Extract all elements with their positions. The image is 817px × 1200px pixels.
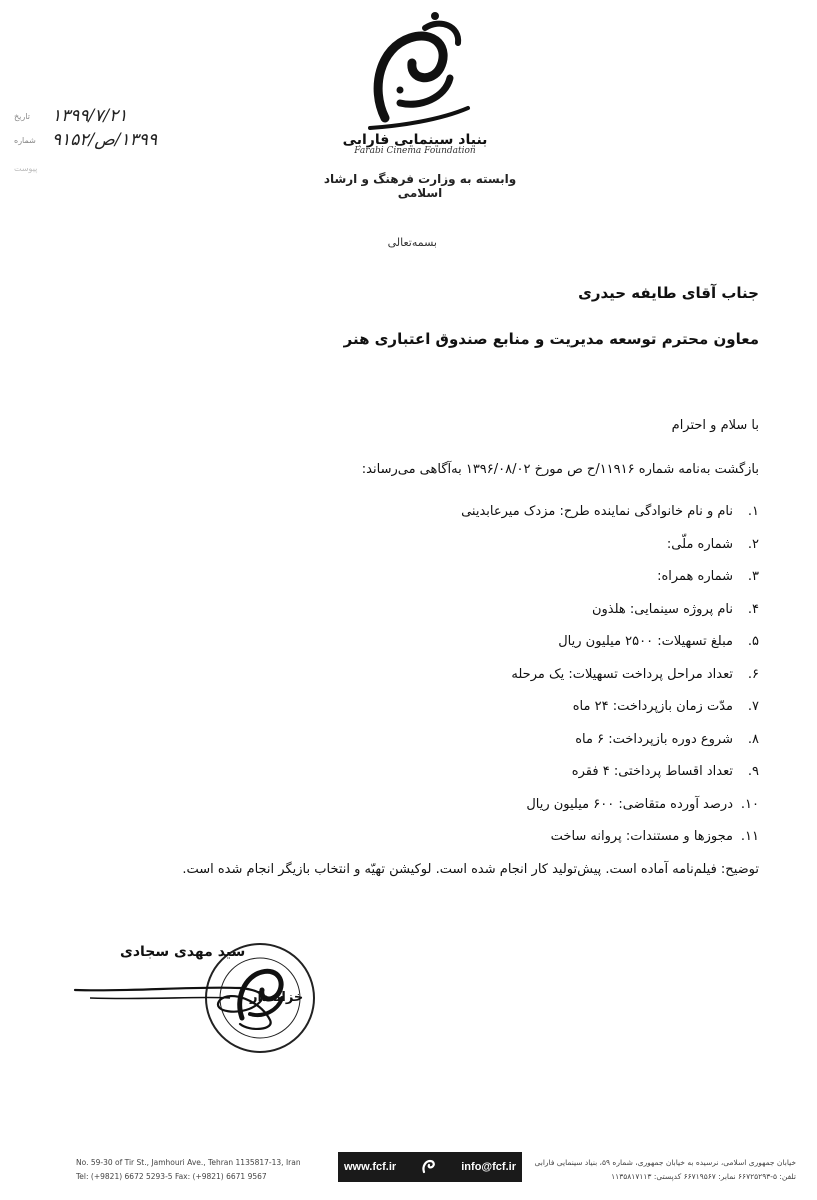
footer <box>0 1150 817 1190</box>
date-label: تاریخ <box>14 112 30 121</box>
attachment-row <box>14 160 174 180</box>
details-list <box>239 504 759 862</box>
list-item: ۱.نام و نام خانوادگی نماینده طرح: مزدک میرعابدینی <box>461 504 759 519</box>
attachment-label: پیوست <box>14 164 38 173</box>
list-item: ۲.شماره ملّی: <box>666 536 759 552</box>
list-item: ۱۱.مجوزها و مستندات: پروانه ساخت <box>550 829 759 844</box>
greeting: با سلام و احترام <box>671 418 759 433</box>
list-item: ۴.نام پروژه سینمایی: هلذون <box>591 601 759 617</box>
list-item: ۷.مدّت زمان بازپرداخت: ۲۴ ماه <box>572 699 759 714</box>
signatory-name: سید مهدی سجادی <box>120 944 246 960</box>
logo-text: بنیاد سینمایی فارابی <box>342 132 488 148</box>
signatory-title: خزانه‌دار <box>250 990 304 1005</box>
list-item: ۸.شروع دوره بازپرداخت: ۶ ماه <box>575 731 759 747</box>
list-item: ۵.مبلغ تسهیلات: ۲۵۰۰ میلیون ریال <box>558 634 759 649</box>
farabi-logo-icon <box>340 8 490 168</box>
footer-address-en: No. 59-30 of Tir St., Jamhouri Ave., Tehran 1135817-13, Iran Tel: (+9821) 6672 5293-5 Fax: (+9821) 6671 9567 <box>76 1158 301 1181</box>
number-value: ۱۳۹۹/ص/۹۱۵۲ <box>52 130 158 150</box>
invocation: بسمه‌تعالی <box>387 236 437 249</box>
number-label: شماره <box>14 136 36 145</box>
addressee-title: معاون محترم توسعه مدیریت و منابع صندوق اعتباری هنر <box>343 330 759 348</box>
intro-sentence: بازگشت به‌نامه شماره ۱۱۹۱۶/ح ص مورخ ۱۳۹۶/۰۸/۰۲ به‌آگاهی می‌رساند: <box>361 462 759 477</box>
website-link[interactable]: www.fcf.ir <box>344 1161 397 1173</box>
list-item: ۳.شماره همراه: <box>657 569 759 584</box>
email-link[interactable]: info@fcf.ir <box>461 1161 516 1173</box>
date-value: ۱۳۹۹/۷/۲۱ <box>52 106 128 126</box>
fcf-emblem-icon <box>418 1156 440 1178</box>
addressee-name: جناب آقای طایفه حیدری <box>578 284 759 302</box>
number-row <box>14 132 174 152</box>
ministry-affiliation: وابسته به وزارت فرهنگ و ارشاد اسلامی <box>323 172 517 200</box>
list-item: ۹.تعداد اقساط پرداختی: ۴ فقره <box>571 764 759 779</box>
explanation-note: توضیح: فیلم‌نامه آماده است. پیش‌تولید کار انجام شده است. لوکیشن تهیّه و انتخاب بازیگر انجام شده است. <box>182 862 759 877</box>
list-item: ۱۰.درصد آورده متقاضی: ۶۰۰ میلیون ریال <box>526 796 759 812</box>
footer-address-fa: خیابان جمهوری اسلامی، نرسیده به خیابان جمهوری، شماره ۵۹، بنیاد سینمایی فارابی تلفن: ۵-۶۶۷۲۵۲۹۳ نمابر: ۶۶۷۱۹۵۶۷ کدپستی: ۱۱۳۵۸۱۷۱۱۳ <box>534 1158 796 1181</box>
date-row <box>14 108 174 128</box>
contact-bar <box>338 1152 522 1182</box>
list-item: ۶.تعداد مراحل پرداخت تسهیلات: یک مرحله <box>511 666 759 682</box>
logo-english-text: Farabi Cinema Foundation <box>354 146 476 156</box>
